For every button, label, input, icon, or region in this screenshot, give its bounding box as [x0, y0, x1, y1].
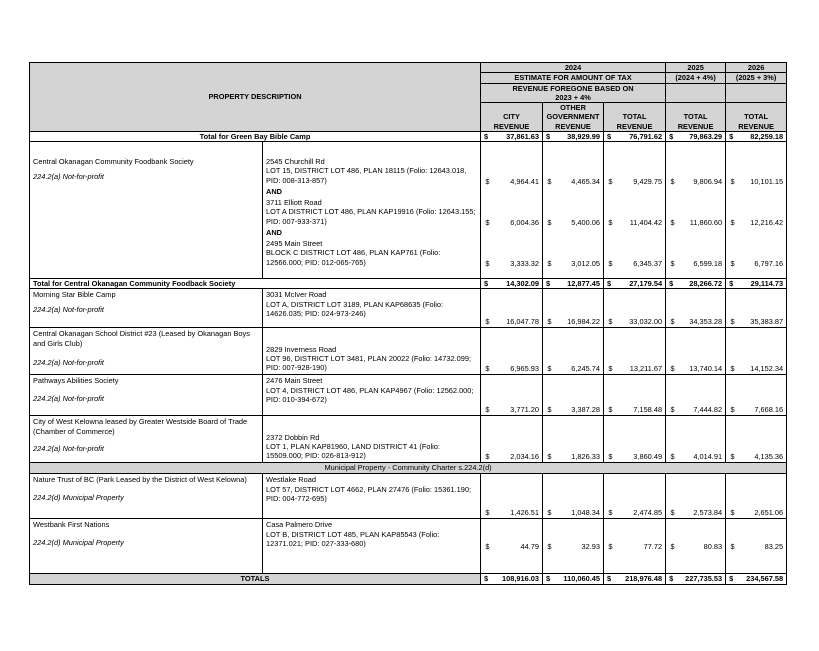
foodbank-row: Central Okanagan Community Foodbank Society 224.2(a) Not-for-profit 2545 Churchill Rd LOT 15, DISTRICT LOT 486, PLAN 18115 (Folio: 12643.018, PID: 008-313-857) AND 3711 Elliott Road LOT A DISTRICT LOT 486, PLAN KAP19916 (Folio: 12643.155; PID: 007-933-371) AND 2495 Main Street BLOCK C DISTRICT LOT 486, PLAN KAP761 (Folio: 12566.000; PID: 012-065-765) $ $ $ 4,964.41 6,004.36 3,333.32 $ $ $ 4,465.34 5,400.06 3,012.05 $ $ $ 9,429.75 11,404.42 6,345.37 $ $ $ 9,806.94 11,860.60 6,599.18 $ $ $ 10,101.15 12,216.42 6,797.16 [30, 142, 787, 279]
property-row: Central Okanagan School District #23 (Leased by Okanagan Boys and Girls Club) 224.2(a) Not-for-profit 2829 Inverness Road LOT 96, DISTRICT LOT 3481, PLAN 20022 (Folio: 14732.099; PID: 007-928-190) $ 6,965.93 $ 6,245.74 $ 13,211.67 $ 13,740.14 $ 14,152.34 [30, 328, 787, 375]
green-bay-total-row: Total for Green Bay Bible Camp $ 37,861.63 $ 38,929.99 $ 76,791.62 $ 79,863.29 $ 82,259.18 [30, 131, 787, 141]
property-description-header: PROPERTY DESCRIPTION [30, 63, 481, 132]
year-2025-header: 2025 [666, 63, 726, 73]
municipal-section-header: Municipal Property - Community Charter s.224.2(d) [30, 463, 787, 474]
year-2024-header: 2024 [481, 63, 666, 73]
total-revenue-2026-header: TOTAL REVENUE [726, 103, 787, 132]
grand-total-row: TOTALS $ 108,916.03 $ 110,060.45 $ 218,976.48 $ 227,735.53 $ 234,567.58 [30, 574, 787, 584]
property-row: Pathways Abilities Society 224.2(a) Not-for-profit 2476 Main Street LOT 4, DISTRICT LOT 486, PLAN KAP4967 (Folio: 12562.000; PID: 010-394-672) $ 3,771.20 $ 3,387.28 $ 7,158.48 $ 7,444.82 $ 7,668.16 [30, 375, 787, 416]
property-row: Westbank First Nations 224.2(d) Municipal Property Casa Palmero Drive LOT B, DISTRICT LOT 485, PLAN KAP85543 (Folio: 12371.021; PID: 027-333-680) $ 44.79 $ 32.93 $ 77.72 $ 80.83 $ 83.25 [30, 519, 787, 574]
estimate-header: ESTIMATE FOR AMOUNT OF TAX [481, 73, 666, 83]
total-revenue-2025-header: TOTAL REVENUE [666, 103, 726, 132]
total-revenue-2024-header: TOTAL REVENUE [604, 103, 666, 132]
revenue-foregone-header: REVENUE FOREGONE BASED ON 2023 + 4% [481, 83, 666, 103]
tax-exemption-table [29, 62, 787, 585]
pct-2025-header: (2024 + 4%) [666, 73, 726, 83]
property-row: City of West Kelowna leased by Greater Westside Board of Trade (Chamber of Commerce) 224.2(a) Not-for-profit 2372 Dobbin Rd LOT 1, PLAN KAP81960, LAND DISTRICT 41 (Folio: 15509.000; PID: 026-813-912) $ 2,034.16 $ 1,826.33 $ 3,860.49 $ 4,014.91 $ 4,135.36 [30, 416, 787, 463]
foodbank-name-cell: Central Okanagan Community Foodbank Society 224.2(a) Not-for-profit [30, 142, 263, 279]
year-2026-header: 2026 [726, 63, 787, 73]
pct-2026-header: (2025 + 3%) [726, 73, 787, 83]
property-row: Nature Trust of BC (Park Leased by the District of West Kelowna) 224.2(d) Municipal Property Westlake Road LOT 57, DISTRICT LOT 4662, PLAN 27476 (Folio: 15361.190; PID: 004-772-695) $ 1,426.51 $ 1,048.34 $ 2,474.85 $ 2,573.84 $ 2,651.06 [30, 474, 787, 519]
foodbank-total-row: Total for Central Okanagan Community Foodback Society $ 14,302.09 $ 12,877.45 $ 27,179.54 $ 28,266.72 $ 29,114.73 [30, 279, 787, 289]
foodbank-parcels-cell: 2545 Churchill Rd LOT 15, DISTRICT LOT 486, PLAN 18115 (Folio: 12643.018, PID: 008-313-857) AND 3711 Elliott Road LOT A DISTRICT LOT 486, PLAN KAP19916 (Folio: 12643.155; PID: 007-933-371) AND 2495 Main Street BLOCK C DISTRICT LOT 486, PLAN KAP761 (Folio: 12566.000; PID: 012-065-765) [263, 142, 481, 279]
other-gov-revenue-header: OTHER GOVERNMENT REVENUE [543, 103, 604, 132]
city-revenue-header: CITY REVENUE [481, 103, 543, 132]
header-row-years [30, 63, 787, 73]
property-row: Morning Star Bible Camp 224.2(a) Not-for-profit 3031 McIver Road LOT A, DISTRICT LOT 3189, PLAN KAP68635 (Folio: 14626.035; PID: 024-973-246) $ 16,047.78 $ 16,984.22 $ 33,032.00 $ 34,353.28 $ 35,383.87 [30, 289, 787, 328]
